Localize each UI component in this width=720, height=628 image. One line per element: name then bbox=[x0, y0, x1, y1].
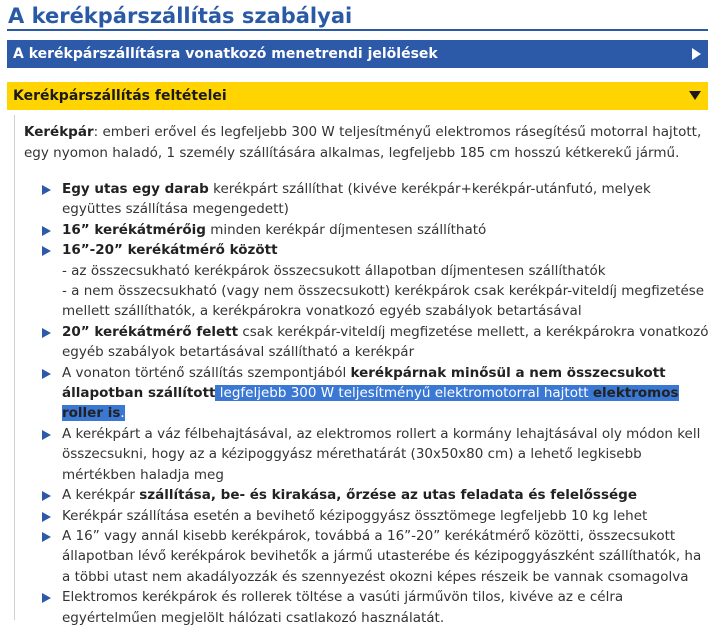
rule-subitem: - a nem összecsukható (vagy nem összecsukott) kerékpárok csak kerékpár-viteldíj megfizetése mellett szállíthatók, a kerékpárokra vonatkozó egyéb szabályok betartásával bbox=[62, 283, 705, 320]
definition-term: Kerékpár bbox=[24, 124, 94, 140]
selected-text-bold: elektromos roller is bbox=[62, 385, 679, 422]
rule-bold: szállítása, be- és kirakása, őrzése az utas feladata és felelőssége bbox=[139, 487, 637, 504]
title-divider bbox=[7, 29, 708, 31]
list-item bbox=[62, 424, 712, 485]
rule-text: minden kerékpár díjmentesen szállítható bbox=[205, 221, 487, 238]
rule-text: A 16” vagy annál kisebb kerékpárok, továbbá a 16”-20” kerékátmérő közötti, összecsukott állapotban lévő kerékpárok bevihetők a jármű utasterébe és kézipoggyászként szállíthatók, ha a többi utast nem akadályozzák és szennyezést okozni képes részeik be vannak csomagolva bbox=[62, 527, 702, 585]
rule-text: csak kerékpár-viteldíj megfizetése mellett, a kerékpárokra vonatkozó egyéb szabályok betartásával szállítható a kerékpár bbox=[62, 323, 709, 361]
bullet-triangle-icon bbox=[42, 226, 51, 236]
rule-text: Elektromos kerékpárok és rollerek töltése a vasúti járművön tilos, kivéve az e célra egyértelműen megjelölt hálózati csatlakozó használatát. bbox=[62, 589, 624, 626]
list-item bbox=[62, 179, 712, 220]
rule-bold: 16”-20” kerékátmérő között bbox=[62, 242, 278, 259]
list-item bbox=[62, 220, 712, 240]
list-item bbox=[62, 240, 712, 322]
rule-bold: kerékpárnak minősül a nem összecsukott állapotban szállított bbox=[62, 364, 666, 402]
list-item bbox=[62, 322, 712, 363]
page-title: A kerékpárszállítás szabályai bbox=[8, 4, 353, 28]
rule-text: A kerékpárt a váz félbehajtásával, az elektromos rollert a kormány lehajtásával oly módon kell összecsukni, hogy az a kézipoggyász mérethatárát (30x50x80 cm) a lehető legkisebb mértékben haladja meg bbox=[62, 425, 701, 483]
rule-text: kerékpárt szállíthat (kivéve kerékpár+kerékpár-utánfutó, melyek együttes szállítása megengedett) bbox=[62, 181, 651, 218]
rule-bold: 20” kerékátmérő felett bbox=[62, 323, 239, 340]
bullet-triangle-icon bbox=[42, 491, 51, 501]
triangle-down-icon bbox=[688, 89, 702, 101]
rule-bold: 16” kerékátmérőig bbox=[62, 221, 206, 238]
rule-text: A vonaton történő szállítás szempontjából bbox=[62, 364, 351, 381]
bullet-triangle-icon bbox=[42, 369, 51, 379]
rule-bold: Egy utas egy darab bbox=[62, 181, 209, 197]
rule-text: Kerékpár szállítása esetén a bevihető kézipoggyász össztömege legfeljebb 10 kg lehet bbox=[62, 507, 648, 524]
bicycle-definition bbox=[24, 122, 704, 164]
list-item bbox=[62, 587, 712, 628]
bullet-triangle-icon bbox=[42, 512, 51, 522]
rules-list bbox=[62, 179, 712, 628]
accordion-label: Kerékpárszállítás feltételei bbox=[13, 88, 227, 104]
list-item bbox=[62, 485, 712, 505]
bullet-triangle-icon bbox=[42, 185, 51, 195]
accordion-header-conditions[interactable] bbox=[7, 82, 708, 110]
rule-subitem: - az összecsukható kerékpárok összecsukott állapotban díjmentesen szállíthatók bbox=[62, 262, 606, 279]
list-item bbox=[62, 506, 712, 526]
list-item bbox=[62, 526, 712, 587]
definition-text: : emberi erővel és legfeljebb 300 W teljesítményű elektromos rásegítésű motorral hajtott, egy nyomon haladó, 1 személy szállítására alkalmas, legfeljebb 185 cm hosszú kétkerekű jármű. bbox=[24, 124, 702, 161]
list-item bbox=[62, 363, 712, 424]
selected-text-part: legfeljebb 300 W teljesítményű elektromotorral hajtott bbox=[215, 385, 593, 402]
bullet-triangle-icon bbox=[42, 328, 51, 338]
accordion-header-timetable-markings[interactable] bbox=[7, 40, 708, 68]
bullet-triangle-icon bbox=[42, 430, 51, 440]
bullet-triangle-icon bbox=[42, 532, 51, 542]
selected-text-end: . bbox=[120, 405, 125, 422]
accordion-label: A kerékpárszállításra vonatkozó menetrendi jelölések bbox=[13, 46, 438, 62]
bullet-triangle-icon bbox=[42, 593, 51, 603]
rule-text: A kerékpár bbox=[62, 487, 140, 504]
triangle-right-icon bbox=[690, 47, 702, 61]
bullet-triangle-icon bbox=[42, 246, 51, 256]
